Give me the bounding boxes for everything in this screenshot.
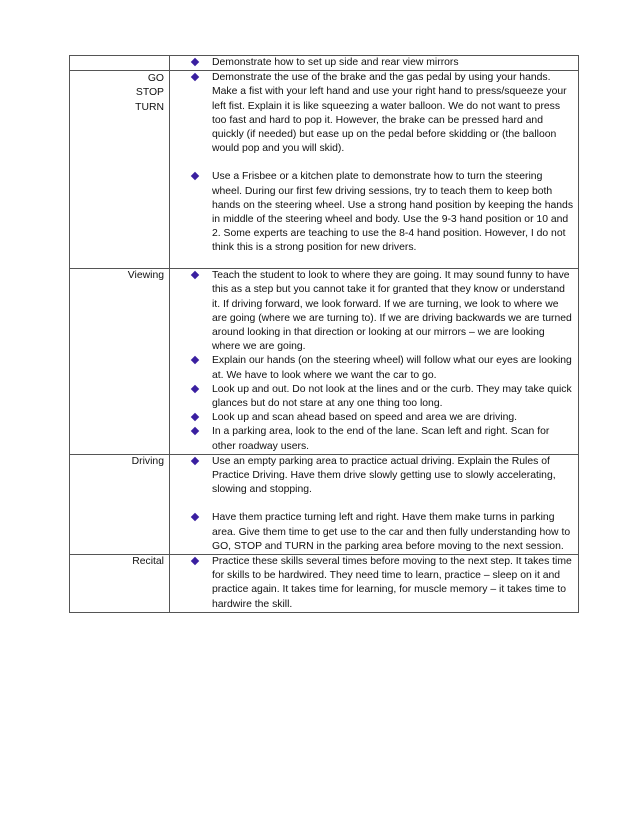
bullet-item <box>170 425 574 453</box>
bullet-item <box>170 269 574 354</box>
bullet-text: Use an empty parking area to practice actual driving. Explain the Rules of Practice Driving. Have them drive slowly getting use to slowly accelerating, slowing and stopping. <box>212 455 556 496</box>
row-content <box>170 56 579 71</box>
row-label-recital: Recital <box>132 556 164 568</box>
row-label <box>70 56 170 71</box>
diamond-bullet-icon <box>191 513 199 521</box>
row-label-go: GO <box>147 73 164 85</box>
row-label-viewing: Viewing <box>127 270 164 282</box>
bullet-item <box>170 383 574 411</box>
table-row <box>70 454 579 554</box>
bullet-text: Demonstrate the use of the brake and the gas pedal by using your hands. Make a fist with your left hand and use your right hand to press/squeeze your left fist. Explain it is like squeezing a water balloon. We do not want to press too fast and hard to pop it. However, the brake can be pressed hard and quickly (if needed) but ease up on the pedal before skidding or (the balloon would pop and you will skid). <box>212 72 567 155</box>
diamond-bullet-icon <box>191 413 199 421</box>
diamond-bullet-icon <box>191 271 199 279</box>
row-content <box>170 269 579 455</box>
row-label-stop: STOP <box>135 87 164 99</box>
diamond-bullet-icon <box>191 73 199 81</box>
bullet-text: Explain our hands (on the steering wheel) will follow what our eyes are looking at. We have to look where we want the car to go. <box>212 355 572 381</box>
row-label-driving: Driving <box>131 455 164 467</box>
lesson-table <box>69 55 579 613</box>
row-content <box>170 71 579 269</box>
diamond-bullet-icon <box>191 385 199 393</box>
diamond-bullet-icon <box>191 557 199 565</box>
diamond-bullet-icon <box>191 58 199 66</box>
row-label <box>70 71 170 269</box>
bullet-text: Practice these skills several times before moving to the next step. It takes time for skills to be hardwired. They need time to learn, practice – sleep on it and practice again. It takes time for learning, for muscle memory – it takes time to hardwire the skill. <box>212 556 572 610</box>
bullet-item <box>170 411 574 425</box>
table-row <box>70 555 579 613</box>
bullet-item <box>170 511 574 554</box>
table-row <box>70 71 579 269</box>
table-row <box>70 56 579 71</box>
bullet-text: Look up and out. Do not look at the lines and or the curb. They may take quick glances but do not stare at any one thing too long. <box>212 383 572 410</box>
bullet-item <box>170 354 574 382</box>
row-content <box>170 555 579 613</box>
row-label <box>70 555 170 613</box>
bullet-item <box>170 71 574 156</box>
diamond-bullet-icon <box>191 356 199 364</box>
row-content <box>170 454 579 554</box>
bullet-item <box>170 56 574 70</box>
row-label <box>70 269 170 455</box>
bullet-text: Have them practice turning left and right. Have them make turns in parking area. Give them time to get use to the car and then fully understanding how to GO, STOP and TURN in the parking area before moving to the next session. <box>212 512 571 552</box>
bullet-text: Teach the student to look to where they are going. It may sound funny to have this as a step but you cannot take it for granted that they know or understand it. If driving forward, we look forward. If we are turning, we look to where we are going (where we are turning to). If we are driving backwards we are turned around looking in that direction or looking at our mirrors – we are looking where we are going. <box>212 270 572 353</box>
bullet-text: Demonstrate how to set up side and rear view mirrors <box>212 57 459 68</box>
diamond-bullet-icon <box>191 427 199 435</box>
bullet-text: Use a Frisbee or a kitchen plate to demonstrate how to turn the steering wheel. During our first few driving sessions, try to teach them to keep both hands on the steering wheel. Use a strong hand position by keeping the hands in middle of the steering wheel and body. Use the 9-3 hand position or 10 and 2. Some experts are teaching to use the 8-4 hand position. However, I do not think this is a strong position for new drivers. <box>212 171 574 254</box>
bullet-text: In a parking area, look to the end of the lane. Scan left and right. Scan for other roadway users. <box>212 426 550 452</box>
bullet-item <box>170 555 574 612</box>
table-row <box>70 269 579 455</box>
row-label <box>70 454 170 554</box>
diamond-bullet-icon <box>191 172 199 180</box>
bullet-item <box>170 455 574 498</box>
diamond-bullet-icon <box>191 457 199 465</box>
row-label-turn: TURN <box>135 101 164 113</box>
bullet-text: Look up and scan ahead based on speed and area we are driving. <box>212 412 518 424</box>
bullet-item <box>170 170 574 255</box>
